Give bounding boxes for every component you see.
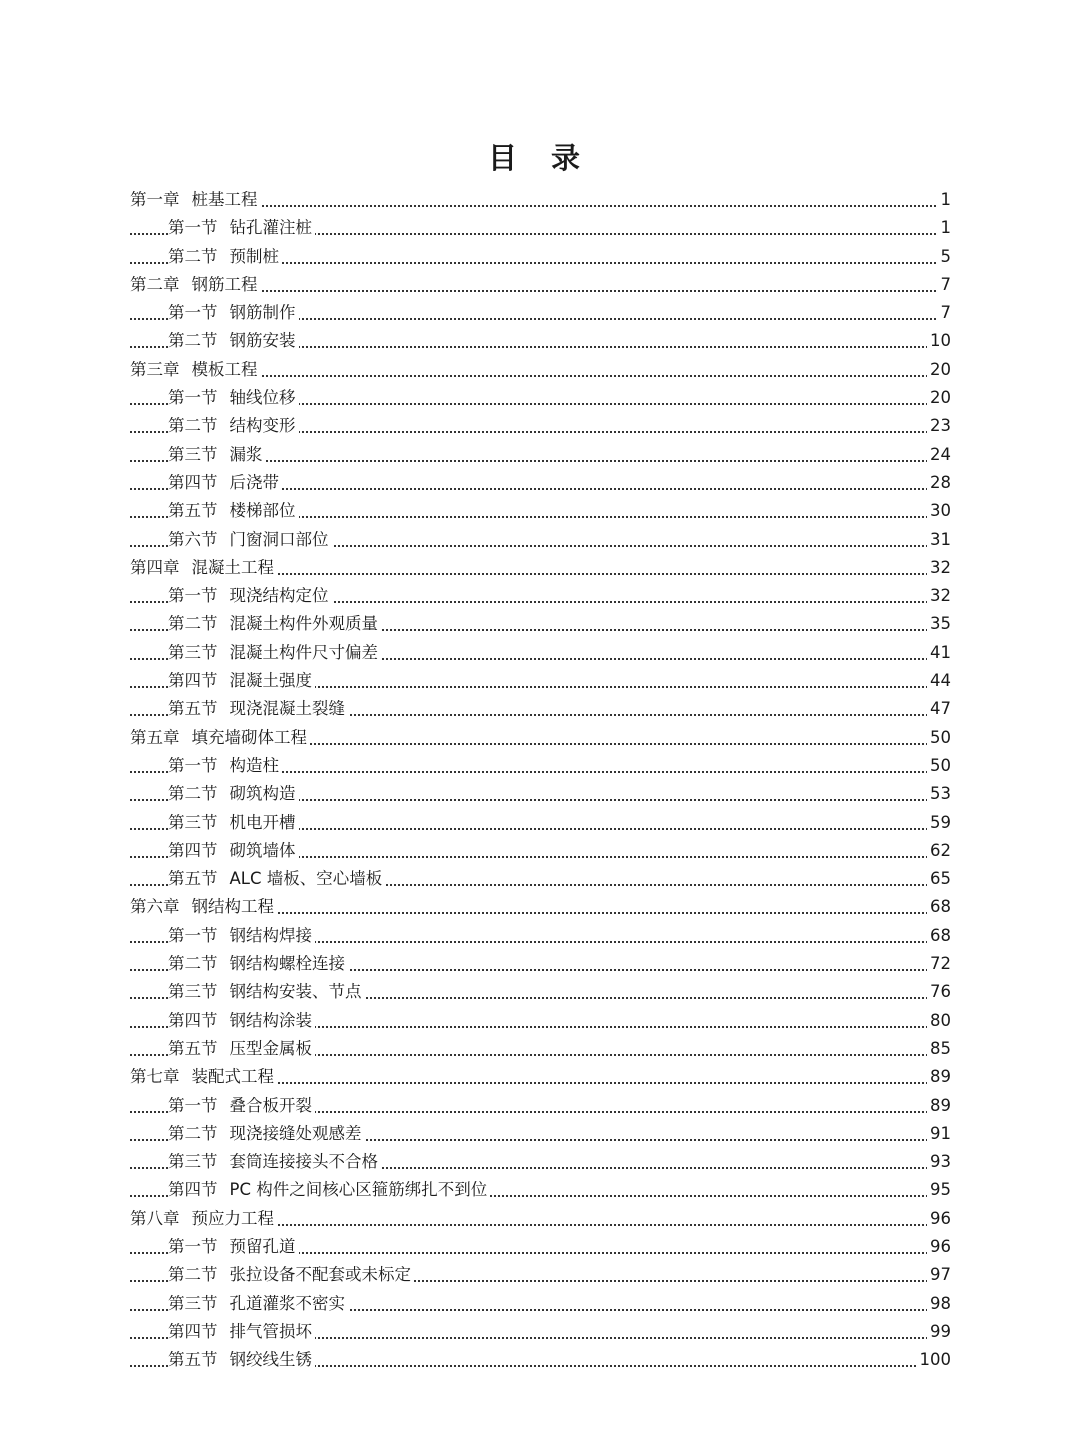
toc-entry-number: 第四章	[130, 557, 180, 577]
toc-entry-title: 现浇结构定位	[229, 586, 329, 606]
toc-entry-number: 第二节	[168, 1265, 218, 1285]
toc-section-entry[interactable]	[0, 950, 1080, 978]
toc-entry-number: 第六节	[168, 529, 218, 549]
toc-entry-label	[168, 780, 299, 808]
toc-section-entry[interactable]	[0, 1233, 1080, 1261]
toc-page-number: 91	[927, 1120, 951, 1148]
toc-section-entry[interactable]	[0, 1148, 1080, 1176]
toc-section-entry[interactable]	[0, 809, 1080, 837]
toc-entry-title: PC 构件之间核心区箍筋绑扎不到位	[229, 1180, 488, 1200]
toc-section-entry[interactable]	[0, 299, 1080, 327]
toc-page-number: 53	[927, 780, 951, 808]
toc-entry-title: 混凝土强度	[229, 671, 312, 691]
toc-chapter-entry[interactable]	[0, 893, 1080, 921]
toc-entry-title: ALC 墙板、空心墙板	[229, 869, 383, 889]
toc-entry-number: 第五节	[168, 699, 218, 719]
toc-entry-title: 压型金属板	[229, 1038, 312, 1058]
toc-section-entry[interactable]	[0, 469, 1080, 497]
toc-entry-label	[168, 667, 315, 695]
toc-page-number: 35	[927, 610, 951, 638]
toc-entry-number: 第三节	[168, 444, 218, 464]
toc-entry-number: 第二节	[168, 784, 218, 804]
toc-page-number: 20	[927, 356, 951, 384]
toc-entry-label	[168, 1176, 490, 1204]
toc-page-number: 96	[927, 1205, 951, 1233]
toc-page-number: 28	[927, 469, 951, 497]
toc-entry-label	[168, 1290, 348, 1318]
toc-entry-label	[130, 356, 261, 384]
toc-page-number: 89	[927, 1063, 951, 1091]
toc-entry-number: 第二节	[168, 954, 218, 974]
toc-section-entry[interactable]	[0, 1035, 1080, 1063]
toc-section-entry[interactable]	[0, 1318, 1080, 1346]
toc-page-number: 30	[927, 497, 951, 525]
toc-entry-label	[168, 582, 332, 610]
toc-entry-label	[168, 469, 282, 497]
toc-section-entry[interactable]	[0, 441, 1080, 469]
toc-entry-label	[168, 327, 299, 355]
toc-entry-title: 钻孔灌注桩	[229, 218, 312, 238]
toc-section-entry[interactable]	[0, 582, 1080, 610]
toc-entry-title: 现浇混凝土裂缝	[229, 699, 345, 719]
page-title: 目 录	[487, 141, 593, 175]
toc-entry-title: 砌筑墙体	[229, 840, 296, 860]
toc-entry-label	[168, 441, 266, 469]
toc-entry-label	[168, 1346, 315, 1374]
toc-entry-label	[168, 299, 299, 327]
toc-entry-title: 预制桩	[229, 246, 279, 266]
toc-entry-title: 钢绞线生锈	[229, 1350, 312, 1370]
toc-entry-title: 混凝土工程	[191, 557, 274, 577]
toc-chapter-entry[interactable]	[0, 356, 1080, 384]
toc-entry-number: 第一节	[168, 1236, 218, 1256]
toc-entry-label	[168, 384, 299, 412]
toc-entry-label	[168, 695, 348, 723]
toc-entry-title: 张拉设备不配套或未标定	[229, 1265, 411, 1285]
toc-page-number: 72	[927, 950, 951, 978]
toc-entry-number: 第四节	[168, 840, 218, 860]
toc-entry-number: 第一节	[168, 218, 218, 238]
toc-section-entry[interactable]	[0, 1120, 1080, 1148]
toc-section-entry[interactable]	[0, 1007, 1080, 1035]
toc-page-number: 32	[927, 582, 951, 610]
toc-entry-label	[168, 837, 299, 865]
toc-section-entry[interactable]	[0, 639, 1080, 667]
toc-entry-number: 第五节	[168, 1038, 218, 1058]
toc-entry-title: 钢筋安装	[229, 331, 296, 351]
toc-entry-label	[130, 1205, 277, 1233]
toc-entry-label	[168, 412, 299, 440]
toc-entry-title: 装配式工程	[191, 1067, 274, 1087]
toc-section-entry[interactable]	[0, 695, 1080, 723]
toc-section-entry[interactable]	[0, 978, 1080, 1006]
toc-section-entry[interactable]	[0, 837, 1080, 865]
toc-page-number: 98	[927, 1290, 951, 1318]
toc-page-number: 62	[927, 837, 951, 865]
toc-entry-title: 预留孔道	[229, 1236, 296, 1256]
toc-page-number: 95	[927, 1176, 951, 1204]
toc-entry-label	[168, 950, 348, 978]
toc-entry-number: 第三节	[168, 982, 218, 1002]
toc-chapter-entry[interactable]	[0, 271, 1080, 299]
toc-entry-title: 叠合板开裂	[229, 1095, 312, 1115]
toc-entry-number: 第二节	[168, 416, 218, 436]
toc-entry-label	[130, 724, 310, 752]
toc-page-number: 5	[938, 243, 952, 271]
toc-page-number: 80	[927, 1007, 951, 1035]
toc-page-number: 68	[927, 922, 951, 950]
toc-section-entry[interactable]	[0, 1290, 1080, 1318]
toc-entry-label	[168, 1120, 365, 1148]
toc-page-number: 1	[938, 186, 952, 214]
toc-entry-label	[168, 610, 381, 638]
toc-section-entry[interactable]	[0, 243, 1080, 271]
toc-entry-number: 第一节	[168, 388, 218, 408]
toc-entry-label	[168, 1092, 315, 1120]
toc-entry-number: 第二节	[168, 1123, 218, 1143]
toc-page-number: 97	[927, 1261, 951, 1289]
toc-entry-number: 第一节	[168, 1095, 218, 1115]
toc-entry-label	[130, 554, 277, 582]
toc-entry-title: 轴线位移	[229, 388, 296, 408]
toc-entry-title: 钢结构工程	[191, 897, 274, 917]
toc-entry-title: 模板工程	[191, 359, 258, 379]
toc-entry-number: 第二节	[168, 331, 218, 351]
toc-page-number: 20	[927, 384, 951, 412]
toc-section-entry[interactable]	[0, 412, 1080, 440]
toc-entry-label	[168, 1233, 299, 1261]
toc-page-number: 99	[927, 1318, 951, 1346]
toc-entry-number: 第四节	[168, 1010, 218, 1030]
toc-entry-number: 第二节	[168, 614, 218, 634]
toc-entry-number: 第四节	[168, 1321, 218, 1341]
toc-entry-label	[168, 1148, 381, 1176]
toc-page-number: 1	[938, 214, 952, 242]
toc-section-entry[interactable]	[0, 610, 1080, 638]
toc-entry-number: 第五章	[130, 727, 180, 747]
toc-section-entry[interactable]	[0, 752, 1080, 780]
toc-entry-label	[130, 271, 261, 299]
toc-section-entry[interactable]	[0, 1176, 1080, 1204]
toc-chapter-entry[interactable]	[0, 554, 1080, 582]
toc-page-number: 44	[927, 667, 951, 695]
toc-section-entry[interactable]	[0, 922, 1080, 950]
toc-entry-label	[168, 497, 299, 525]
toc-entry-label	[168, 1318, 315, 1346]
toc-chapter-entry[interactable]	[0, 1205, 1080, 1233]
toc-page-number: 31	[927, 526, 951, 554]
toc-entry-title: 钢结构安装、节点	[229, 982, 362, 1002]
toc-section-entry[interactable]	[0, 1261, 1080, 1289]
toc-entry-title: 钢筋制作	[229, 303, 296, 323]
toc-entry-title: 预应力工程	[191, 1208, 274, 1228]
toc-entry-title: 后浇带	[229, 472, 279, 492]
toc-entry-label	[168, 243, 282, 271]
toc-entry-label	[168, 1261, 414, 1289]
toc-section-entry[interactable]	[0, 327, 1080, 355]
toc-entry-title: 排气管损坏	[229, 1321, 312, 1341]
toc-section-entry[interactable]	[0, 667, 1080, 695]
toc-entry-number: 第三节	[168, 642, 218, 662]
toc-entry-number: 第三节	[168, 1293, 218, 1313]
toc-entry-number: 第五节	[168, 869, 218, 889]
toc-chapter-entry[interactable]	[0, 724, 1080, 752]
toc-page-number: 85	[927, 1035, 951, 1063]
toc-entry-title: 孔道灌浆不密实	[229, 1293, 345, 1313]
toc-page-number: 89	[927, 1092, 951, 1120]
toc-entry-title: 门窗洞口部位	[229, 529, 329, 549]
toc-entry-title: 砌筑构造	[229, 784, 296, 804]
toc-section-entry[interactable]	[0, 214, 1080, 242]
toc-page-number: 50	[927, 752, 951, 780]
toc-entry-title: 钢结构涂装	[229, 1010, 312, 1030]
toc-entry-title: 钢结构螺栓连接	[229, 954, 345, 974]
toc-entry-title: 桩基工程	[191, 190, 258, 209]
toc-entry-title: 楼梯部位	[229, 501, 296, 521]
toc-section-entry[interactable]	[0, 526, 1080, 554]
toc-entry-label	[130, 1063, 277, 1091]
table-of-contents	[0, 186, 1080, 1374]
toc-chapter-entry[interactable]	[0, 1063, 1080, 1091]
toc-entry-title: 现浇接缝处观感差	[229, 1123, 362, 1143]
toc-entry-title: 机电开槽	[229, 812, 296, 832]
toc-page-number: 65	[927, 865, 951, 893]
toc-entry-title: 钢结构焊接	[229, 925, 312, 945]
toc-page-number: 10	[927, 327, 951, 355]
toc-entry-label	[168, 526, 332, 554]
toc-entry-title: 混凝土构件外观质量	[229, 614, 378, 634]
toc-entry-label	[168, 639, 381, 667]
toc-entry-title: 构造柱	[229, 755, 279, 775]
toc-entry-label	[168, 809, 299, 837]
toc-page-number: 100	[917, 1346, 952, 1374]
toc-section-entry[interactable]	[0, 497, 1080, 525]
toc-entry-number: 第五节	[168, 1350, 218, 1370]
toc-entry-title: 混凝土构件尺寸偏差	[229, 642, 378, 662]
toc-entry-number: 第一节	[168, 755, 218, 775]
toc-entry-number: 第二章	[130, 274, 180, 294]
toc-section-entry[interactable]	[0, 865, 1080, 893]
toc-entry-number: 第五节	[168, 501, 218, 521]
toc-section-entry[interactable]	[0, 384, 1080, 412]
toc-entry-number: 第一节	[168, 925, 218, 945]
toc-entry-number: 第四节	[168, 1180, 218, 1200]
toc-section-entry[interactable]	[0, 1092, 1080, 1120]
toc-entry-label	[168, 1035, 315, 1063]
toc-entry-title: 结构变形	[229, 416, 296, 436]
toc-page-number: 32	[927, 554, 951, 582]
toc-page-number: 7	[938, 299, 952, 327]
toc-page-number: 47	[927, 695, 951, 723]
toc-entry-number: 第三章	[130, 359, 180, 379]
toc-page-number: 68	[927, 893, 951, 921]
toc-entry-label	[168, 752, 282, 780]
toc-entry-number: 第四节	[168, 472, 218, 492]
toc-section-entry[interactable]	[0, 1346, 1080, 1374]
toc-page-number: 24	[927, 441, 951, 469]
toc-page-number: 23	[927, 412, 951, 440]
toc-page-number: 59	[927, 809, 951, 837]
toc-page-number: 7	[938, 271, 952, 299]
toc-entry-number: 第三节	[168, 812, 218, 832]
toc-entry-number: 第一节	[168, 303, 218, 323]
toc-page-number: 93	[927, 1148, 951, 1176]
toc-entry-label	[168, 214, 315, 242]
toc-page-number: 50	[927, 724, 951, 752]
toc-entry-number: 第七章	[130, 1067, 180, 1087]
toc-entry-title: 套筒连接接头不合格	[229, 1152, 378, 1172]
toc-entry-label	[168, 865, 385, 893]
toc-entry-number: 第八章	[130, 1208, 180, 1228]
toc-entry-title: 填充墙砌体工程	[191, 727, 307, 747]
toc-entry-number: 第二节	[168, 246, 218, 266]
toc-entry-title: 钢筋工程	[191, 274, 258, 294]
toc-entry-label	[168, 922, 315, 950]
toc-entry-label	[168, 1007, 315, 1035]
toc-entry-title: 漏浆	[229, 444, 263, 464]
toc-page-number: 76	[927, 978, 951, 1006]
toc-entry-number: 第三节	[168, 1152, 218, 1172]
toc-page-number: 41	[927, 639, 951, 667]
toc-entry-number: 第一节	[168, 586, 218, 606]
toc-entry-number: 第四节	[168, 671, 218, 691]
toc-entry-number: 第六章	[130, 897, 180, 917]
toc-entry-label	[130, 186, 261, 214]
toc-entry-number: 第一章	[130, 190, 180, 209]
toc-entry-label	[168, 978, 365, 1006]
toc-section-entry[interactable]	[0, 780, 1080, 808]
toc-entry-label	[130, 893, 277, 921]
toc-chapter-entry[interactable]	[0, 186, 1080, 214]
toc-page-number: 96	[927, 1233, 951, 1261]
